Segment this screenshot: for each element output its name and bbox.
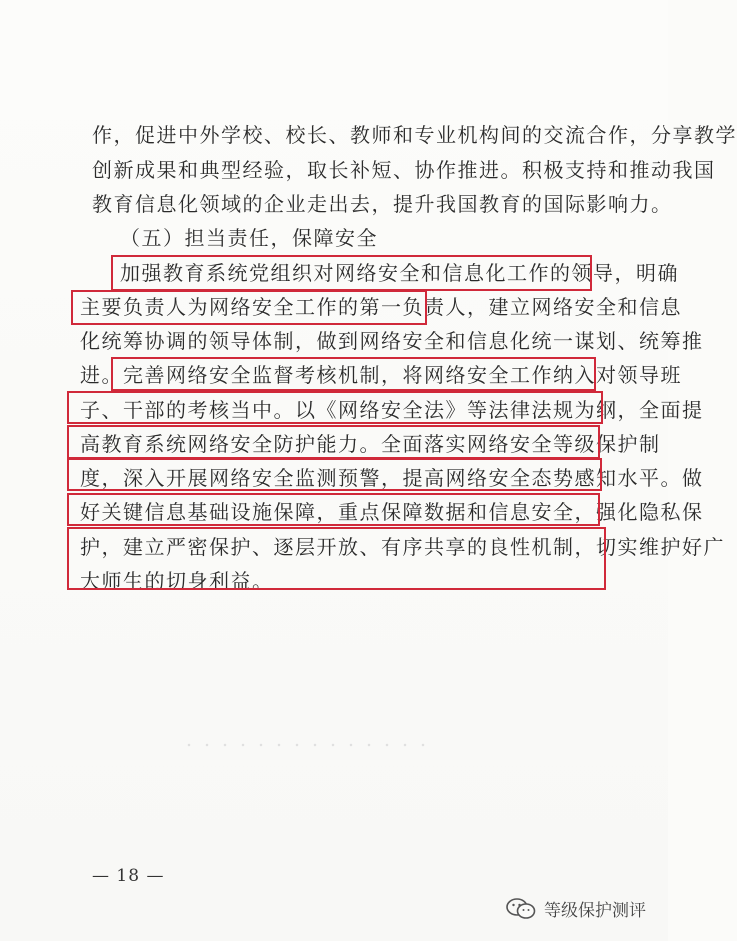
body-text-line-1: 作，促进中外学校、校长、教师和专业机构间的交流合作，分享教学 — [92, 123, 737, 147]
wechat-icon — [506, 898, 536, 920]
page-number: — 18 — — [92, 866, 165, 886]
section-heading: （五）担当责任，保障安全 — [120, 226, 378, 250]
body-text-line-3: 教育信息化领域的企业走出去，提升我国教育的国际影响力。 — [92, 192, 673, 216]
watermark-label: 等级保护测评 — [544, 901, 646, 921]
highlight-box-7 — [67, 493, 600, 526]
body-text-line-10: 高教育系统网络安全防护能力。全面落实网络安全等级保护制 — [80, 432, 661, 456]
highlight-box-6 — [67, 458, 602, 491]
body-text-line-2: 创新成果和典型经验，取长补短、协作推进。积极支持和推动我国 — [92, 158, 716, 182]
body-text-line-9: 子、干部的考核当中。以《网络安全法》等法律法规为纲，全面提 — [80, 398, 704, 422]
body-text-line-8: 进。完善网络安全监督考核机制，将网络安全工作纳入对领导班 — [80, 363, 682, 387]
highlight-box-5 — [67, 425, 600, 459]
highlight-box-2 — [71, 290, 427, 325]
highlight-box-3 — [111, 357, 596, 391]
highlight-box-8 — [67, 527, 606, 590]
body-text-line-6: 主要负责人为网络安全工作的第一负责人，建立网络安全和信息 — [80, 295, 682, 319]
body-text-line-11: 度，深入开展网络安全监测预警，提高网络安全态势感知水平。做 — [80, 466, 704, 490]
body-text-line-12: 好关键信息基础设施保障，重点保障数据和信息安全，强化隐私保 — [80, 500, 704, 524]
body-text-line-14: 大师生的切身利益。 — [80, 569, 274, 593]
scan-artifact-dots — [180, 743, 430, 747]
body-text-line-13: 护，建立严密保护、逐层开放、有序共享的良性机制，切实维护好广 — [80, 535, 725, 559]
body-text-line-7: 化统筹协调的领导体制，做到网络安全和信息化统一谋划、统筹推 — [80, 329, 704, 353]
body-text-line-5: 加强教育系统党组织对网络安全和信息化工作的领导，明确 — [120, 261, 679, 285]
highlight-box-4 — [67, 391, 603, 424]
watermark — [506, 896, 646, 921]
highlight-box-1 — [111, 255, 592, 291]
